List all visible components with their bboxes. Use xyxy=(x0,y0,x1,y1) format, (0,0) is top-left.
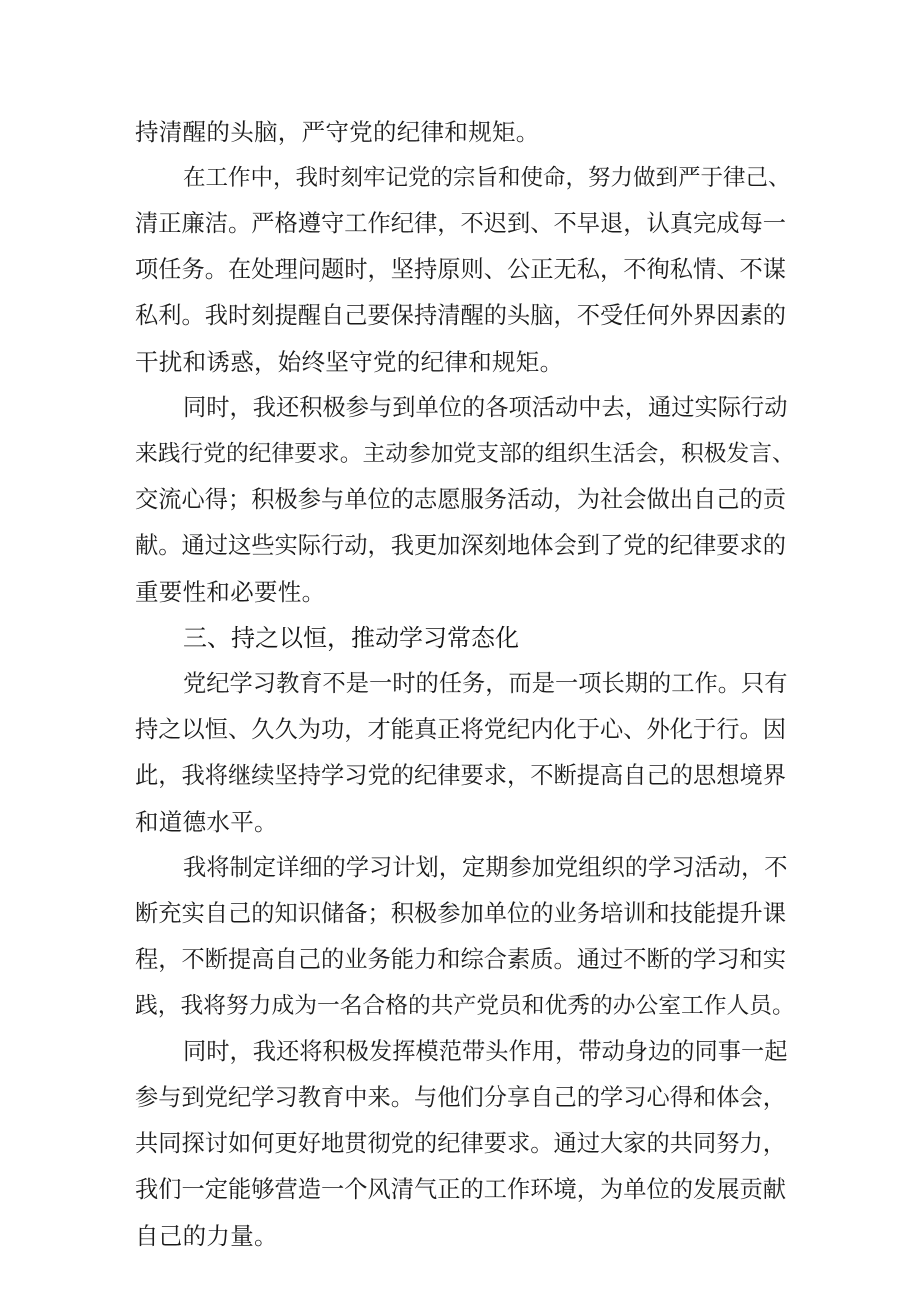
text-line: 共同探讨如何更好地贯彻党的纪律要求。通过大家的共同努力， xyxy=(135,1130,787,1157)
text-line: 私利。我时刻提醒自己要保持清醒的头脑，不受任何外界因素的 xyxy=(135,302,787,329)
text-line: 我们一定能够营造一个风清气正的工作环境，为单位的发展贡献 xyxy=(135,1176,787,1203)
paragraph-first-line: 党纪学习教育不是一时的任务，而是一项长期的工作。只有 xyxy=(183,670,788,697)
text-line: 献。通过这些实际行动，我更加深刻地体会到了党的纪律要求的 xyxy=(135,532,787,559)
text-line: 践，我将努力成为一名合格的共产党员和优秀的办公室工作人员。 xyxy=(135,993,795,1019)
text-line: 重要性和必要性。 xyxy=(135,578,326,606)
text-line: 持清醒的头脑，严守党的纪律和规矩。 xyxy=(135,118,540,146)
text-line: 清正廉洁。严格遵守工作纪律，不迟到、不早退，认真完成每一 xyxy=(135,210,787,237)
text-line: 持之以恒、久久为功，才能真正将党纪内化于心、外化于行。因 xyxy=(135,716,787,743)
paragraph-first-line: 同时，我还将积极发挥模范带头作用，带动身边的同事一起 xyxy=(183,1038,788,1065)
paragraph-first-line: 同时，我还积极参与到单位的各项活动中去，通过实际行动 xyxy=(183,394,788,421)
text-line: 项任务。在处理问题时，坚持原则、公正无私，不徇私情、不谋 xyxy=(135,256,787,283)
paragraph-first-line: 在工作中，我时刻牢记党的宗旨和使命，努力做到严于律己、 xyxy=(183,165,791,191)
text-line: 程，不断提高自己的业务能力和综合素质。通过不断的学习和实 xyxy=(135,946,787,973)
text-line: 参与到党纪学习教育中来。与他们分享自己的学习心得和体会， xyxy=(135,1084,787,1111)
text-line: 干扰和诱惑，始终坚守党的纪律和规矩。 xyxy=(135,348,564,376)
text-line: 自己的力量。 xyxy=(135,1222,278,1250)
text-line: 和道德水平。 xyxy=(135,808,278,836)
text-line: 来践行党的纪律要求。主动参加党支部的组织生活会，积极发言、 xyxy=(135,441,795,467)
text-line: 断充实自己的知识储备；积极参加单位的业务培训和技能提升课 xyxy=(135,900,787,927)
text-line: 此，我将继续坚持学习党的纪律要求，不断提高自己的思想境界 xyxy=(135,762,787,789)
section-heading: 三、持之以恒，推动学习常态化 xyxy=(183,624,519,652)
text-line: 交流心得；积极参与单位的志愿服务活动，为社会做出自己的贡 xyxy=(135,486,787,513)
paragraph-first-line: 我将制定详细的学习计划，定期参加党组织的学习活动，不 xyxy=(183,854,788,881)
